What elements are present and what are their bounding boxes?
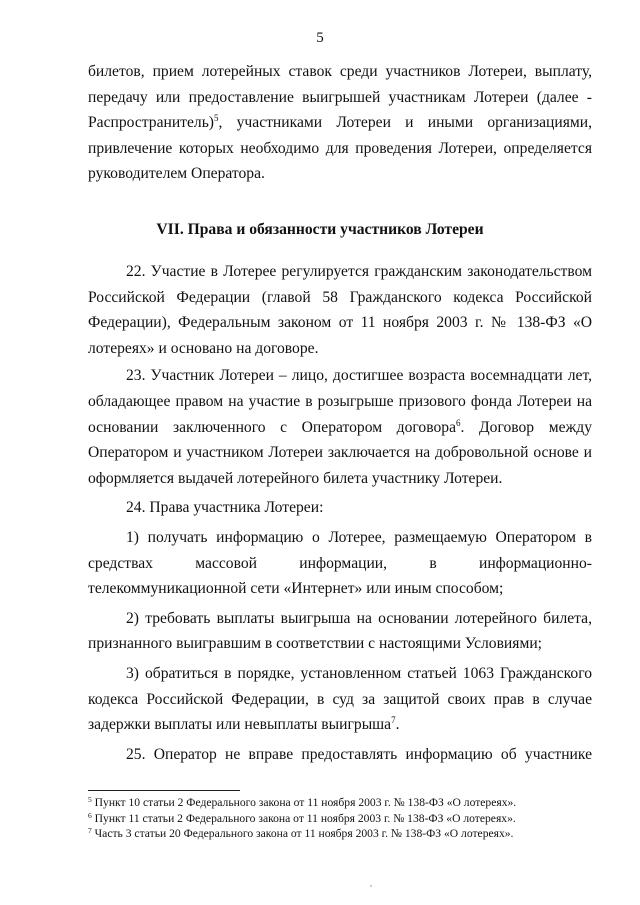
intro-text-part-1: билетов, прием лотерейных ставок среди участников Лотереи, выплату, передачу или предоставление выигрышей участникам Лотереи (далее - Распространитель) (88, 63, 592, 132)
section-title: VII. Права и обязанности участников Лотереи (156, 221, 484, 238)
clause-23 (88, 363, 592, 491)
section-body (88, 259, 592, 767)
clause-23-part-2: . Договор между Оператором и участником Лотереи заключается на добровольной основе и оформляется выдачей лотерейного билета участнику Лотереи. (88, 418, 592, 487)
scan-artifact (370, 885, 372, 887)
clause-23-part-1: 23. Участник Лотереи – лицо, достигшее возраста восемнадцати лет, обладающее правом на участие в розыгрыше призового фонда Лотереи на основании заключенного с Оператором договора (88, 367, 592, 436)
footnote-ref-6: 6 (456, 417, 461, 428)
right-3-part-1: 3) обратиться в порядке, установленном статьей 1063 Гражданского кодекса Российской Федерации, в суд за защитой своих прав в случае задержки выплаты или невыплаты выигрыша (88, 664, 592, 734)
footnotes (88, 795, 608, 842)
clause-24-right-1: 1) получать информацию о Лотерее, размещаемую Оператором в средствах массовой информации, в информационно-телекоммуникационной сети «Интернет» или иным способом; (88, 528, 592, 598)
footnote-6 (88, 811, 608, 827)
clause-25-start: 25. Оператор не вправе предоставлять информацию об участнике (126, 745, 592, 763)
intro-paragraph-text (88, 59, 592, 187)
footnote-separator (88, 790, 240, 791)
page-number: 5 (316, 30, 324, 46)
footnote-mark: 7 (88, 826, 92, 835)
footnote-text: Пункт 11 статьи 2 Федерального закона от 11 ноября 2003 г. № 138-ФЗ «О лотереях». (91, 811, 516, 825)
intro-text-part-2: , участниками Лотереи и иными организациями, привлечение которых необходимо для проведения Лотереи, определяется руководителем Оператора. (88, 114, 592, 183)
clause-24-heading: 24. Права участника Лотереи: (126, 499, 324, 517)
footnote-5 (88, 795, 608, 811)
footnote-ref-5: 5 (214, 113, 219, 124)
footnote-mark: 6 (88, 810, 92, 820)
footnote-text: Часть 3 статьи 20 Федерального закона от 11 ноября 2003 г. № 138-ФЗ «О лотереях». (91, 827, 514, 840)
clause-24-right-2: 2) требовать выплаты выигрыша на основании лотерейного билета, признанного выигравшим в соответствии с настоящими Условиями; (88, 609, 592, 653)
clause-24-right-3 (88, 661, 592, 738)
footnote-7 (88, 826, 608, 842)
footnote-text: Пункт 10 статьи 2 Федерального закона от 11 ноября 2003 г. № 138-ФЗ «О лотереях». (91, 796, 517, 809)
intro-paragraph (88, 59, 592, 187)
footnote-ref-7: 7 (391, 715, 396, 726)
footnote-mark: 5 (88, 795, 92, 804)
right-3-part-2: . (395, 716, 400, 734)
clause-22: 22. Участие в Лотерее регулируется гражданским законодательством Российской Федерации (главой 58 Гражданского кодекса Российской Федерации), Федеральным законом от 11 ноября 2003 г. № 138-ФЗ «О лотереях» и основано на договоре. (88, 263, 592, 357)
